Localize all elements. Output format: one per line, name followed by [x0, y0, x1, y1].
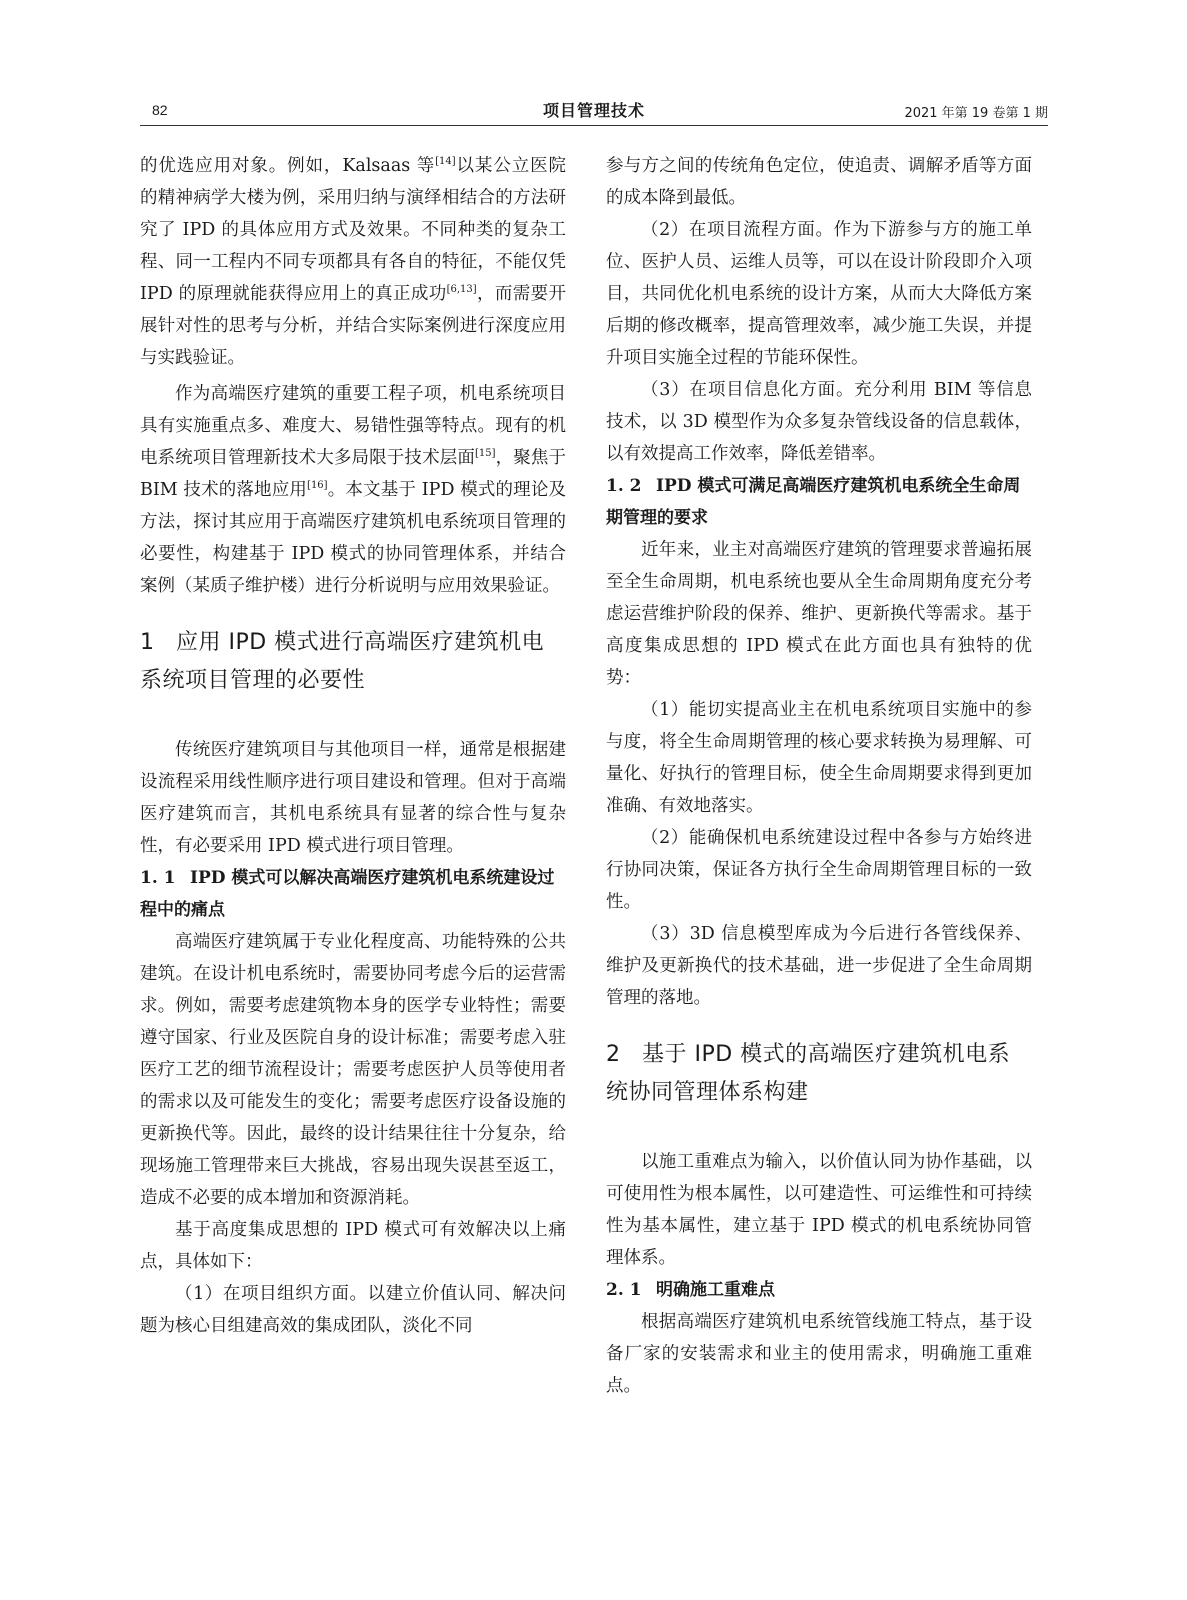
right-column	[606, 150, 1032, 1402]
page-header	[140, 0, 1048, 126]
journal-title: 项目管理技术	[542, 101, 645, 120]
subsection-heading: 1. 2 IPD 模式可满足高端医疗建筑机电系统全生命周期管理的要求	[606, 476, 1021, 528]
paragraph: 近年来，业主对高端医疗建筑的管理要求普遍拓展至全生命周期，机电系统也要从全生命周期角度充分考虑运营维护阶段的保养、维护、更新换代等需求。基于高度集成思想的 IPD 模式在此方面也具有独特的优势：	[606, 540, 1032, 688]
paragraph: 参与方之间的传统角色定位，使追责、调解矛盾等方面的成本降到最低。	[606, 156, 1032, 208]
paragraph: （1）在项目组织方面。以建立价值认同、解决问题为核心目组建高效的集成团队，淡化不同	[140, 1284, 566, 1336]
paragraph: （3）在项目信息化方面。充分利用 BIM 等信息技术，以 3D 模型作为众多复杂管线设备的信息载体，以有效提高工作效率，降低差错率。	[606, 380, 1032, 464]
page-number: 82	[152, 102, 168, 118]
left-column	[140, 150, 566, 1342]
paragraph: （3）3D 信息模型库成为今后进行各管线保养、维护及更新换代的技术基础，进一步促进了全生命周期管理的落地。	[606, 924, 1032, 1008]
section-heading: 1 应用 IPD 模式进行高端医疗建筑机电系统项目管理的必要性	[140, 630, 545, 693]
subsection-heading: 2. 1 明确施工重难点	[606, 1280, 775, 1300]
citation[interactable]: [14]	[435, 156, 456, 167]
paragraph: 以施工重难点为输入，以价值认同为协作基础，以可使用性为根本属性，以可建造性、可运维性和可持续性为基本属性，建立基于 IPD 模式的机电系统协同管理体系。	[606, 1152, 1032, 1268]
paragraph: 作为高端医疗建筑的重要工程子项，机电系统项目具有实施重点多、难度大、易错性强等特点。现有的机电系统项目管理新技术大多局限于技术层面[15]，聚焦于 BIM 技术的落地应用[16]。本文基于 IPD 模式的理论及方法，探讨其应用于高端医疗建筑机电系统项目管理的必要性，构建基于 IPD 模式的协同管理体系，并结合案例（某质子维护楼）进行分析说明与应用效果验证。	[140, 384, 567, 596]
paragraph: 的优选应用对象。例如，Kalsaas 等[14]以某公立医院的精神病学大楼为例，采用归纳与演绎相结合的方法研究了 IPD 的具体应用方式及效果。不同种类的复杂工程、同一工程内不同专项都具有各自的特征，不能仅凭 IPD 的原理就能获得应用上的真正成功[6,13]，而需要开展针对性的思考与分析，并结合实际案例进行深度应用与实践验证。	[140, 156, 567, 368]
paragraph: 基于高度集成思想的 IPD 模式可有效解决以上痛点，具体如下：	[140, 1220, 566, 1272]
section-heading: 2 基于 IPD 模式的高端医疗建筑机电系统协同管理体系构建	[606, 1042, 1011, 1105]
subsection-heading: 1. 1 IPD 模式可以解决高端医疗建筑机电系统建设过程中的痛点	[140, 868, 555, 920]
paragraph: （2）能确保机电系统建设过程中各参与方始终进行协同决策，保证各方执行全生命周期管理目标的一致性。	[606, 828, 1032, 912]
header-rule	[140, 125, 1048, 126]
citation[interactable]: [16]	[307, 480, 328, 491]
issue-info: 2021 年第 19 卷第 1 期	[904, 106, 1048, 121]
citation[interactable]: [15]	[474, 448, 496, 459]
paragraph: （2）在项目流程方面。作为下游参与方的施工单位、医护人员、运维人员等，可以在设计阶段即介入项目，共同优化机电系统的设计方案，从而大大降低方案后期的修改概率，提高管理效率，减少施工失误，并提升项目实施全过程的节能环保性。	[606, 220, 1032, 368]
paragraph: 根据高端医疗建筑机电系统管线施工特点，基于设备厂家的安装需求和业主的使用需求，明确施工重难点。	[606, 1312, 1032, 1396]
paragraph: 高端医疗建筑属于专业化程度高、功能特殊的公共建筑。在设计机电系统时，需要协同考虑今后的运营需求。例如，需要考虑建筑物本身的医学专业特性；需要遵守国家、行业及医院自身的设计标准；需要考虑入驻医疗工艺的细节流程设计；需要考虑医护人员等使用者的需求以及可能发生的变化；需要考虑医疗设备设施的更新换代等。因此，最终的设计结果往往十分复杂，给现场施工管理带来巨大挑战，容易出现失误甚至返工，造成不必要的成本增加和资源消耗。	[140, 932, 566, 1208]
paragraph: 传统医疗建筑项目与其他项目一样，通常是根据建设流程采用线性顺序进行项目建设和管理。但对于高端医疗建筑而言，其机电系统具有显著的综合性与复杂性，有必要采用 IPD 模式进行项目管理。	[140, 740, 566, 856]
citation[interactable]: [6,13]	[446, 284, 477, 295]
paragraph: （1）能切实提高业主在机电系统项目实施中的参与度，将全生命周期管理的核心要求转换为易理解、可量化、好执行的管理目标，使全生命周期要求得到更加准确、有效地落实。	[606, 700, 1032, 816]
